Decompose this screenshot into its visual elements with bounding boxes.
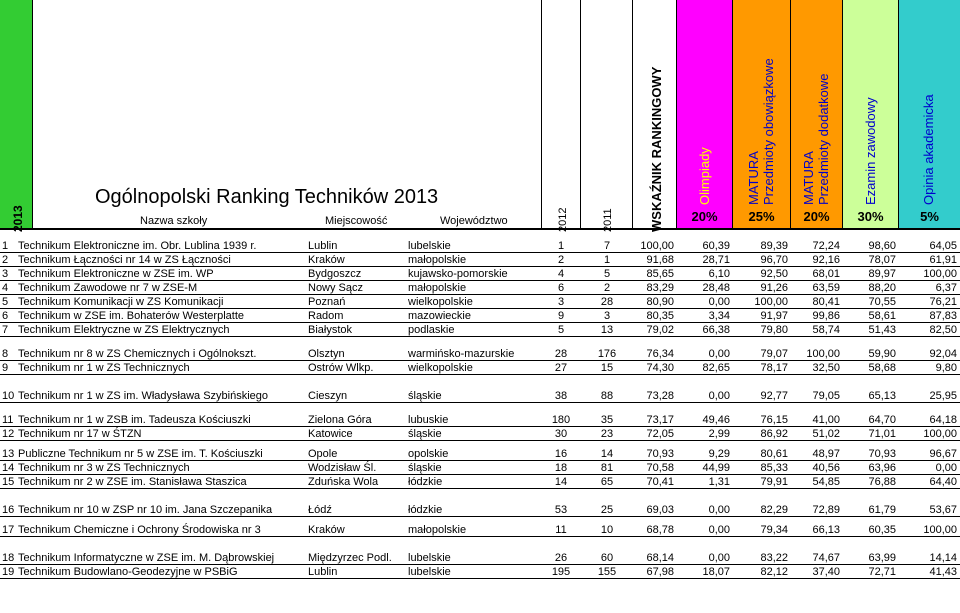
exam-cell[interactable]: 89,97 xyxy=(843,266,899,280)
index-cell[interactable]: 79,02 xyxy=(633,322,677,336)
header-academic-label: Opinia akademicka xyxy=(921,94,936,205)
rank-2011-cell[interactable]: 60 xyxy=(581,536,633,564)
region-cell[interactable]: małopolskie xyxy=(406,516,541,536)
matura-required-cell[interactable]: 83,22 xyxy=(733,536,791,564)
matura-required-cell[interactable]: 91,97 xyxy=(733,308,791,322)
academic-cell[interactable]: 92,04 xyxy=(899,336,960,360)
city-cell[interactable]: Zduńska Wola xyxy=(306,474,406,488)
table-row[interactable] xyxy=(0,266,960,280)
matura-required-cell[interactable]: 85,33 xyxy=(733,460,791,474)
matura-extra-cell[interactable]: 66,13 xyxy=(791,516,843,536)
rank-2011-cell[interactable]: 25 xyxy=(581,488,633,516)
header-divider xyxy=(0,228,960,230)
city-cell[interactable]: Katowice xyxy=(306,426,406,440)
region-cell[interactable]: kujawsko-pomorskie xyxy=(406,266,541,280)
weight-olympiads: 20% xyxy=(691,209,718,224)
rank-2011-cell[interactable]: 14 xyxy=(581,440,633,460)
matura-extra-cell[interactable]: 74,67 xyxy=(791,536,843,564)
academic-cell[interactable]: 100,00 xyxy=(899,516,960,536)
table-row[interactable] xyxy=(0,360,960,374)
academic-cell[interactable]: 9,80 xyxy=(899,360,960,374)
table-row[interactable] xyxy=(0,308,960,322)
header-matura-required[interactable] xyxy=(733,0,791,228)
school-name-cell[interactable]: Technikum nr 17 w ŚTZN xyxy=(16,426,306,440)
rank-2011-cell[interactable]: 7 xyxy=(581,238,633,252)
header-index-label: WSKAŹNIK RANKINGOWY xyxy=(649,66,664,232)
rank-cell[interactable]: 6 xyxy=(0,308,16,322)
table-row[interactable] xyxy=(0,402,960,426)
header-2012-label: 2012 xyxy=(557,207,569,232)
rank-2012-cell[interactable]: 195 xyxy=(541,564,581,578)
exam-cell[interactable]: 72,71 xyxy=(843,564,899,578)
academic-cell[interactable]: 100,00 xyxy=(899,266,960,280)
school-name-cell[interactable]: Publiczne Technikum nr 5 w ZSE im. T. Kościuszki xyxy=(16,440,306,460)
city-cell[interactable]: Zielona Góra xyxy=(306,402,406,426)
ranking-table xyxy=(0,238,960,579)
rank-2011-cell[interactable]: 155 xyxy=(581,564,633,578)
exam-cell[interactable]: 76,88 xyxy=(843,474,899,488)
table-row[interactable] xyxy=(0,252,960,266)
index-cell[interactable]: 76,34 xyxy=(633,336,677,360)
matura-required-cell[interactable]: 76,15 xyxy=(733,402,791,426)
school-name-cell[interactable]: Technikum Elektroniczne im. Obr. Lublina 1939 r. xyxy=(16,238,306,252)
olympiads-cell[interactable]: 1,31 xyxy=(677,474,733,488)
school-name-cell[interactable]: Technikum nr 1 w ZS im. Władysława Szybińskiego xyxy=(16,374,306,402)
school-name-cell[interactable]: Technikum Chemiczne i Ochrony Środowiska nr 3 xyxy=(16,516,306,536)
matura-required-cell[interactable]: 79,34 xyxy=(733,516,791,536)
academic-cell[interactable]: 96,67 xyxy=(899,440,960,460)
academic-cell[interactable]: 41,43 xyxy=(899,564,960,578)
rank-2012-cell[interactable]: 2 xyxy=(541,252,581,266)
region-cell[interactable]: małopolskie xyxy=(406,252,541,266)
olympiads-cell[interactable]: 49,46 xyxy=(677,402,733,426)
olympiads-cell[interactable]: 6,10 xyxy=(677,266,733,280)
header-matura-extra[interactable] xyxy=(791,0,843,228)
rank-2011-cell[interactable]: 88 xyxy=(581,374,633,402)
region-cell[interactable]: lubelskie xyxy=(406,536,541,564)
matura-extra-cell[interactable]: 68,01 xyxy=(791,266,843,280)
table-row[interactable] xyxy=(0,336,960,360)
table-row[interactable] xyxy=(0,280,960,294)
region-cell[interactable]: śląskie xyxy=(406,374,541,402)
academic-cell[interactable]: 87,83 xyxy=(899,308,960,322)
school-name-cell[interactable]: Technikum nr 2 w ZSE im. Stanisława Staszica xyxy=(16,474,306,488)
header-academic[interactable] xyxy=(899,0,960,228)
exam-cell[interactable]: 98,60 xyxy=(843,238,899,252)
index-cell[interactable]: 70,58 xyxy=(633,460,677,474)
olympiads-cell[interactable]: 60,39 xyxy=(677,238,733,252)
matura-extra-cell[interactable]: 79,05 xyxy=(791,374,843,402)
city-cell[interactable]: Opole xyxy=(306,440,406,460)
header-school-name[interactable]: Nazwa szkoły xyxy=(140,215,208,227)
table-row[interactable] xyxy=(0,440,960,460)
region-cell[interactable]: lubelskie xyxy=(406,564,541,578)
matura-extra-cell[interactable]: 37,40 xyxy=(791,564,843,578)
region-cell[interactable]: lubelskie xyxy=(406,238,541,252)
index-cell[interactable]: 70,41 xyxy=(633,474,677,488)
academic-cell[interactable]: 53,67 xyxy=(899,488,960,516)
rank-cell[interactable]: 8 xyxy=(0,336,16,360)
matura-extra-cell[interactable]: 40,56 xyxy=(791,460,843,474)
matura-extra-cell[interactable]: 63,59 xyxy=(791,280,843,294)
rank-2012-cell[interactable]: 6 xyxy=(541,280,581,294)
index-cell[interactable]: 91,68 xyxy=(633,252,677,266)
exam-cell[interactable]: 64,70 xyxy=(843,402,899,426)
matura-required-cell[interactable]: 91,26 xyxy=(733,280,791,294)
school-name-cell[interactable]: Technikum nr 8 w ZS Chemicznych i Ogólnokszt. xyxy=(16,336,306,360)
rank-2012-cell[interactable]: 1 xyxy=(541,238,581,252)
school-name-cell[interactable]: Technikum Elektryczne w ZS Elektrycznych xyxy=(16,322,306,336)
school-name-cell[interactable]: Technikum w ZSE im. Bohaterów Westerplatte xyxy=(16,308,306,322)
academic-cell[interactable]: 64,05 xyxy=(899,238,960,252)
school-name-cell[interactable]: Technikum nr 3 w ZS Technicznych xyxy=(16,460,306,474)
academic-cell[interactable]: 82,50 xyxy=(899,322,960,336)
olympiads-cell[interactable]: 9,29 xyxy=(677,440,733,460)
index-cell[interactable]: 67,98 xyxy=(633,564,677,578)
matura-extra-cell[interactable]: 51,02 xyxy=(791,426,843,440)
rank-2012-cell[interactable]: 53 xyxy=(541,488,581,516)
rank-2011-cell[interactable]: 3 xyxy=(581,308,633,322)
olympiads-cell[interactable]: 0,00 xyxy=(677,336,733,360)
header-ranking-index[interactable] xyxy=(633,0,677,232)
city-cell[interactable]: Bydgoszcz xyxy=(306,266,406,280)
olympiads-cell[interactable]: 66,38 xyxy=(677,322,733,336)
matura-required-cell[interactable]: 79,07 xyxy=(733,336,791,360)
matura-extra-cell[interactable]: 72,24 xyxy=(791,238,843,252)
school-name-cell[interactable]: Technikum Komunikacji w ZS Komunikacji xyxy=(16,294,306,308)
region-cell[interactable]: mazowieckie xyxy=(406,308,541,322)
rank-2012-cell[interactable]: 11 xyxy=(541,516,581,536)
index-cell[interactable]: 69,03 xyxy=(633,488,677,516)
academic-cell[interactable]: 64,40 xyxy=(899,474,960,488)
index-cell[interactable]: 100,00 xyxy=(633,238,677,252)
matura-extra-cell[interactable]: 54,85 xyxy=(791,474,843,488)
olympiads-cell[interactable]: 18,07 xyxy=(677,564,733,578)
exam-cell[interactable]: 70,55 xyxy=(843,294,899,308)
region-cell[interactable]: małopolskie xyxy=(406,280,541,294)
matura-required-cell[interactable]: 79,91 xyxy=(733,474,791,488)
school-name-cell[interactable]: Technikum Zawodowe nr 7 w ZSE-M xyxy=(16,280,306,294)
matura-required-cell[interactable]: 96,70 xyxy=(733,252,791,266)
table-row[interactable] xyxy=(0,426,960,440)
exam-cell[interactable]: 88,20 xyxy=(843,280,899,294)
matura-extra-cell[interactable]: 80,41 xyxy=(791,294,843,308)
rank-2012-cell[interactable]: 3 xyxy=(541,294,581,308)
rank-2011-cell[interactable]: 13 xyxy=(581,322,633,336)
city-cell[interactable]: Lublin xyxy=(306,564,406,578)
exam-cell[interactable]: 65,13 xyxy=(843,374,899,402)
matura-required-cell[interactable]: 80,61 xyxy=(733,440,791,460)
region-cell[interactable]: łódzkie xyxy=(406,474,541,488)
matura-extra-cell[interactable]: 92,16 xyxy=(791,252,843,266)
school-name-cell[interactable]: Technikum nr 1 w ZS Technicznych xyxy=(16,360,306,374)
city-cell[interactable]: Olsztyn xyxy=(306,336,406,360)
region-cell[interactable]: podlaskie xyxy=(406,322,541,336)
exam-cell[interactable]: 61,79 xyxy=(843,488,899,516)
school-name-cell[interactable]: Technikum nr 1 w ZSB im. Tadeusza Kościuszki xyxy=(16,402,306,426)
rank-2012-cell[interactable]: 38 xyxy=(541,374,581,402)
header-matura-required-line2: Przedmioty obowiązkowe xyxy=(761,58,776,205)
olympiads-cell[interactable]: 2,99 xyxy=(677,426,733,440)
weight-matura-extra: 20% xyxy=(803,209,830,224)
header-exam[interactable] xyxy=(843,0,899,228)
school-name-cell[interactable]: Technikum Elektroniczne w ZSE im. WP xyxy=(16,266,306,280)
olympiads-cell[interactable]: 0,00 xyxy=(677,536,733,564)
index-cell[interactable]: 80,35 xyxy=(633,308,677,322)
index-cell[interactable]: 74,30 xyxy=(633,360,677,374)
school-name-cell[interactable]: Technikum nr 10 w ZSP nr 10 im. Jana Szczepanika xyxy=(16,488,306,516)
index-cell[interactable]: 73,17 xyxy=(633,402,677,426)
rank-cell[interactable]: 15 xyxy=(2,475,15,488)
table-row[interactable] xyxy=(0,238,960,252)
city-cell[interactable]: Międzyrzec Podl. xyxy=(306,536,406,564)
academic-cell[interactable]: 100,00 xyxy=(899,426,960,440)
rank-2012-cell[interactable]: 28 xyxy=(541,336,581,360)
matura-extra-cell[interactable]: 32,50 xyxy=(791,360,843,374)
school-name-cell[interactable]: Technikum Budowlano-Geodezyjne w PSBiG xyxy=(16,564,306,578)
rank-2011-cell[interactable]: 65 xyxy=(581,474,633,488)
city-cell[interactable]: Poznań xyxy=(306,294,406,308)
matura-extra-cell[interactable]: 99,86 xyxy=(791,308,843,322)
matura-required-cell[interactable]: 89,39 xyxy=(733,238,791,252)
index-cell[interactable]: 68,14 xyxy=(633,536,677,564)
region-cell[interactable]: śląskie xyxy=(406,460,541,474)
rank-cell[interactable]: 3 xyxy=(0,266,16,280)
exam-cell[interactable]: 58,68 xyxy=(843,360,899,374)
header-2012[interactable] xyxy=(541,0,581,232)
weight-exam: 30% xyxy=(857,209,884,224)
region-cell[interactable]: lubuskie xyxy=(406,402,541,426)
table-row[interactable] xyxy=(0,516,960,536)
table-row[interactable] xyxy=(0,536,960,564)
matura-required-cell[interactable]: 79,80 xyxy=(733,322,791,336)
rank-cell[interactable]: 18 xyxy=(0,536,16,564)
academic-cell[interactable]: 14,14 xyxy=(899,536,960,564)
page-title: Ogólnopolski Ranking Techników 2013 xyxy=(95,186,439,208)
header-matura-extra-line2: Przedmioty dodatkowe xyxy=(816,73,831,205)
city-cell[interactable]: Ostrów Wlkp. xyxy=(306,360,406,374)
city-cell[interactable]: Białystok xyxy=(306,322,406,336)
city-cell[interactable]: Lublin xyxy=(306,238,406,252)
olympiads-cell[interactable]: 0,00 xyxy=(677,374,733,402)
header-matura-required-line1: MATURA xyxy=(746,151,761,205)
table-row[interactable] xyxy=(0,474,960,488)
region-cell[interactable]: opolskie xyxy=(406,440,541,460)
city-cell[interactable]: Cieszyn xyxy=(306,374,406,402)
rank-2011-cell[interactable]: 176 xyxy=(581,336,633,360)
weight-matura-required: 25% xyxy=(748,209,775,224)
rank-cell[interactable]: 14 xyxy=(2,461,15,474)
header-region[interactable]: Województwo xyxy=(440,215,508,227)
matura-required-cell[interactable]: 92,50 xyxy=(733,266,791,280)
region-cell[interactable]: warmińsko-mazurskie xyxy=(406,336,541,360)
rank-2012-cell[interactable]: 26 xyxy=(541,536,581,564)
header-exam-label: Ezamin zawodowy xyxy=(863,97,878,205)
rank-2011-cell[interactable]: 15 xyxy=(581,360,633,374)
exam-cell[interactable]: 70,93 xyxy=(843,440,899,460)
table-row[interactable] xyxy=(0,460,960,474)
rank-cell[interactable]: 12 xyxy=(2,427,15,440)
index-cell[interactable]: 73,28 xyxy=(633,374,677,402)
table-row[interactable] xyxy=(0,564,960,578)
index-cell[interactable]: 68,78 xyxy=(633,516,677,536)
rank-cell[interactable]: 11 xyxy=(0,402,16,426)
matura-required-cell[interactable]: 78,17 xyxy=(733,360,791,374)
rank-2011-cell[interactable]: 23 xyxy=(581,426,633,440)
matura-extra-cell[interactable]: 72,89 xyxy=(791,488,843,516)
rank-2011-cell[interactable]: 10 xyxy=(581,516,633,536)
olympiads-cell[interactable]: 28,48 xyxy=(677,280,733,294)
olympiads-cell[interactable]: 28,71 xyxy=(677,252,733,266)
rank-2011-cell[interactable]: 2 xyxy=(581,280,633,294)
exam-cell[interactable]: 63,96 xyxy=(843,460,899,474)
olympiads-cell[interactable]: 82,65 xyxy=(677,360,733,374)
rank-2012-cell[interactable]: 5 xyxy=(541,322,581,336)
rank-cell[interactable]: 16 xyxy=(0,488,16,516)
matura-required-cell[interactable]: 92,77 xyxy=(733,374,791,402)
rank-cell[interactable]: 2 xyxy=(0,252,16,266)
matura-extra-cell[interactable]: 48,97 xyxy=(791,440,843,460)
header-olympiads-label: Olimpiady xyxy=(697,147,712,205)
matura-extra-cell[interactable]: 41,00 xyxy=(791,402,843,426)
region-cell[interactable]: wielkopolskie xyxy=(406,294,541,308)
rank-cell[interactable]: 5 xyxy=(0,294,16,308)
matura-extra-cell[interactable]: 100,00 xyxy=(791,336,843,360)
academic-cell[interactable]: 61,91 xyxy=(899,252,960,266)
year-label: 2013 xyxy=(11,205,25,232)
header-olympiads[interactable] xyxy=(677,0,733,228)
exam-cell[interactable]: 60,35 xyxy=(843,516,899,536)
rank-2012-cell[interactable]: 4 xyxy=(541,266,581,280)
rank-cell[interactable]: 17 xyxy=(0,516,16,536)
school-name-cell[interactable]: Technikum Informatyczne w ZSE im. M. Dąbrowskiej xyxy=(16,536,306,564)
weight-academic: 5% xyxy=(920,209,939,224)
rank-2011-cell[interactable]: 81 xyxy=(581,460,633,474)
rank-2012-cell[interactable]: 16 xyxy=(541,440,581,460)
rank-cell[interactable]: 4 xyxy=(0,280,16,294)
olympiads-cell[interactable]: 0,00 xyxy=(677,488,733,516)
city-cell[interactable]: Wodzisław Śl. xyxy=(306,460,406,474)
olympiads-cell[interactable]: 3,34 xyxy=(677,308,733,322)
rank-cell[interactable]: 7 xyxy=(0,322,16,336)
table-row[interactable] xyxy=(0,488,960,516)
rank-2011-cell[interactable]: 28 xyxy=(581,294,633,308)
table-row[interactable] xyxy=(0,374,960,402)
exam-cell[interactable]: 78,07 xyxy=(843,252,899,266)
city-cell[interactable]: Kraków xyxy=(306,252,406,266)
rank-2012-cell[interactable]: 14 xyxy=(541,474,581,488)
rank-2012-cell[interactable]: 180 xyxy=(541,402,581,426)
region-cell[interactable]: śląskie xyxy=(406,426,541,440)
exam-cell[interactable]: 71,01 xyxy=(843,426,899,440)
index-cell[interactable]: 72,05 xyxy=(633,426,677,440)
city-cell[interactable]: Radom xyxy=(306,308,406,322)
matura-required-cell[interactable]: 86,92 xyxy=(733,426,791,440)
matura-required-cell[interactable]: 100,00 xyxy=(733,294,791,308)
header-matura-extra-line1: MATURA xyxy=(801,151,816,205)
index-cell[interactable]: 80,90 xyxy=(633,294,677,308)
rank-2012-cell[interactable]: 9 xyxy=(541,308,581,322)
region-cell[interactable]: łódzkie xyxy=(406,488,541,516)
rank-2011-cell[interactable]: 35 xyxy=(581,402,633,426)
exam-cell[interactable]: 51,43 xyxy=(843,322,899,336)
exam-cell[interactable]: 63,99 xyxy=(843,536,899,564)
rank-cell[interactable]: 10 xyxy=(0,374,16,402)
rank-cell[interactable]: 13 xyxy=(0,440,16,460)
matura-extra-cell[interactable]: 58,74 xyxy=(791,322,843,336)
school-name-cell[interactable]: Technikum Łączności nr 14 w ZS Łączności xyxy=(16,252,306,266)
rank-2011-cell[interactable]: 1 xyxy=(581,252,633,266)
header-2011[interactable] xyxy=(581,0,633,232)
academic-cell[interactable]: 6,37 xyxy=(899,280,960,294)
city-cell[interactable]: Łódź xyxy=(306,488,406,516)
table-row[interactable] xyxy=(0,322,960,336)
rank-2012-cell[interactable]: 27 xyxy=(541,360,581,374)
index-cell[interactable]: 70,93 xyxy=(633,440,677,460)
rank-cell[interactable]: 1 xyxy=(0,238,16,252)
table-row[interactable] xyxy=(0,294,960,308)
year-column-header[interactable] xyxy=(0,0,33,232)
rank-2012-cell[interactable]: 30 xyxy=(541,426,581,440)
academic-cell[interactable]: 64,18 xyxy=(899,402,960,426)
academic-cell[interactable]: 0,00 xyxy=(899,460,960,474)
header-2011-label: 2011 xyxy=(602,208,614,232)
rank-cell[interactable]: 9 xyxy=(0,360,16,374)
region-cell[interactable]: wielkopolskie xyxy=(406,360,541,374)
academic-cell[interactable]: 76,21 xyxy=(899,294,960,308)
index-cell[interactable]: 83,29 xyxy=(633,280,677,294)
exam-cell[interactable]: 58,61 xyxy=(843,308,899,322)
rank-cell[interactable]: 19 xyxy=(2,565,15,578)
olympiads-cell[interactable]: 44,99 xyxy=(677,460,733,474)
index-cell[interactable]: 85,65 xyxy=(633,266,677,280)
city-cell[interactable]: Kraków xyxy=(306,516,406,536)
matura-required-cell[interactable]: 82,29 xyxy=(733,488,791,516)
rank-2012-cell[interactable]: 18 xyxy=(541,460,581,474)
matura-required-cell[interactable]: 82,12 xyxy=(733,564,791,578)
header-city[interactable]: Miejscowość xyxy=(325,215,388,227)
city-cell[interactable]: Nowy Sącz xyxy=(306,280,406,294)
academic-cell[interactable]: 25,95 xyxy=(899,374,960,402)
exam-cell[interactable]: 59,90 xyxy=(843,336,899,360)
olympiads-cell[interactable]: 0,00 xyxy=(677,294,733,308)
rank-2011-cell[interactable]: 5 xyxy=(581,266,633,280)
olympiads-cell[interactable]: 0,00 xyxy=(677,516,733,536)
